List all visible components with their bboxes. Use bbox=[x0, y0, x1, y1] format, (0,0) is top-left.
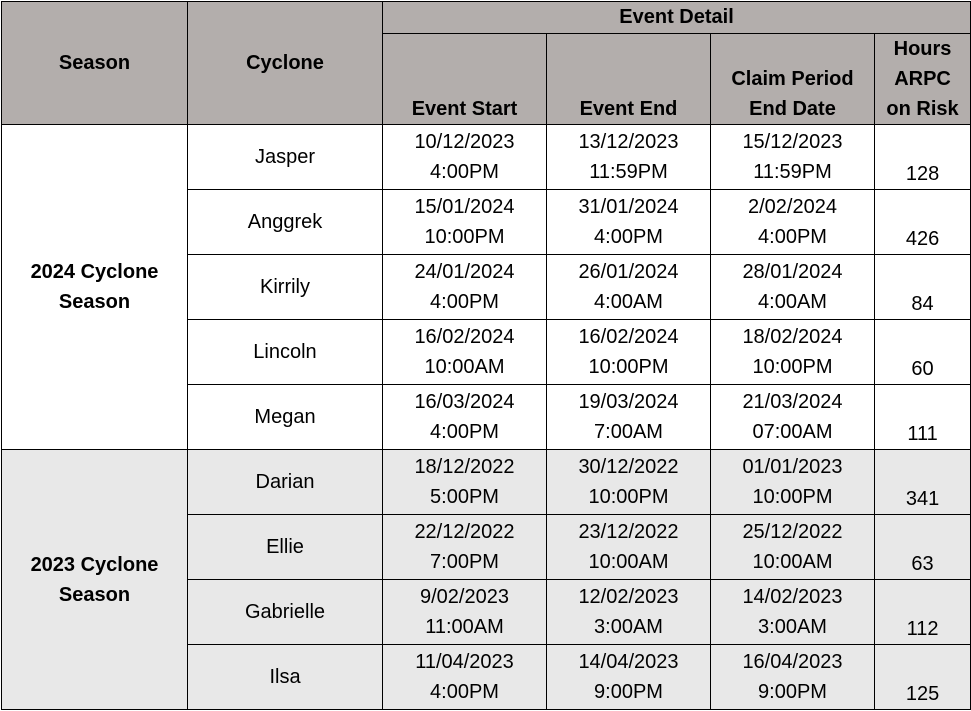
event-end-cell bbox=[547, 320, 711, 385]
claim-end-date: 16/04/2023 bbox=[742, 651, 843, 673]
event-start-time: 4:00PM bbox=[430, 681, 499, 703]
claim-end-cell bbox=[711, 125, 875, 190]
event-start-time: 11:00AM bbox=[425, 616, 504, 638]
hours-cell: 111 bbox=[875, 385, 971, 450]
claim-header-line2: End Date bbox=[749, 98, 836, 120]
event-end-date: 12/02/2023 bbox=[578, 586, 679, 608]
event-start-time: 4:00PM bbox=[430, 421, 499, 443]
season-cell-2024 bbox=[2, 125, 188, 450]
event-end-date: 31/01/2024 bbox=[578, 196, 679, 218]
event-end-cell bbox=[547, 580, 711, 645]
season-label-line1: 2023 Cyclone bbox=[30, 553, 159, 576]
claim-end-time: 11:59PM bbox=[753, 161, 832, 183]
event-start-time: 7:00PM bbox=[430, 551, 499, 573]
hours-cell: 84 bbox=[875, 255, 971, 320]
cyclone-name: Lincoln bbox=[188, 320, 383, 385]
event-start-time: 10:00PM bbox=[424, 226, 505, 248]
hours-on-risk-header bbox=[875, 34, 971, 125]
table-row bbox=[2, 450, 971, 515]
claim-end-cell bbox=[711, 645, 875, 710]
claim-end-date: 18/02/2024 bbox=[742, 326, 843, 348]
claim-end-cell bbox=[711, 385, 875, 450]
event-start-cell bbox=[383, 255, 547, 320]
cyclone-name: Gabrielle bbox=[188, 580, 383, 645]
claim-end-date: 14/02/2023 bbox=[742, 586, 843, 608]
hours-cell: 112 bbox=[875, 580, 971, 645]
event-end-time: 10:00PM bbox=[588, 486, 669, 508]
hours-cell: 128 bbox=[875, 125, 971, 190]
event-start-date: 22/12/2022 bbox=[414, 521, 515, 543]
event-start-cell bbox=[383, 450, 547, 515]
claim-end-cell bbox=[711, 255, 875, 320]
claim-end-time: 07:00AM bbox=[752, 421, 833, 443]
event-end-cell bbox=[547, 450, 711, 515]
hours-cell: 426 bbox=[875, 190, 971, 255]
event-start-time: 4:00PM bbox=[430, 161, 499, 183]
claim-end-cell bbox=[711, 515, 875, 580]
event-start-date: 15/01/2024 bbox=[414, 196, 515, 218]
event-end-time: 3:00AM bbox=[594, 616, 663, 638]
claim-end-date: 28/01/2024 bbox=[742, 261, 843, 283]
event-start-date: 10/12/2023 bbox=[414, 131, 515, 153]
hours-header-line1: Hours bbox=[893, 38, 952, 60]
event-start-time: 4:00PM bbox=[430, 291, 499, 313]
claim-end-cell bbox=[711, 450, 875, 515]
claim-end-time: 9:00PM bbox=[758, 681, 827, 703]
claim-end-cell bbox=[711, 580, 875, 645]
event-end-cell bbox=[547, 385, 711, 450]
event-start-date: 16/02/2024 bbox=[414, 326, 515, 348]
event-end-header: Event End bbox=[547, 34, 711, 125]
event-end-date: 26/01/2024 bbox=[578, 261, 679, 283]
event-start-date: 9/02/2023 bbox=[420, 586, 509, 608]
season-label-line1: 2024 Cyclone bbox=[30, 261, 159, 283]
event-start-cell bbox=[383, 385, 547, 450]
event-end-time: 7:00AM bbox=[594, 421, 663, 443]
event-end-time: 4:00AM bbox=[594, 291, 663, 313]
event-start-cell bbox=[383, 320, 547, 385]
claim-header-line1: Claim Period bbox=[731, 68, 854, 90]
event-start-cell bbox=[383, 515, 547, 580]
cyclone-name: Ellie bbox=[188, 515, 383, 580]
cyclone-name: Darian bbox=[188, 450, 383, 515]
claim-end-time: 3:00AM bbox=[758, 616, 827, 638]
event-end-time: 11:59PM bbox=[589, 161, 668, 183]
event-start-header: Event Start bbox=[383, 34, 547, 125]
event-end-date: 23/12/2022 bbox=[578, 521, 679, 543]
season-label-line2: Season bbox=[58, 583, 131, 606]
cyclone-events-table bbox=[1, 1, 971, 710]
hours-cell: 341 bbox=[875, 450, 971, 515]
cyclone-name: Kirrily bbox=[188, 255, 383, 320]
cyclone-name: Ilsa bbox=[188, 645, 383, 710]
cyclone-name: Anggrek bbox=[188, 190, 383, 255]
hours-cell: 60 bbox=[875, 320, 971, 385]
season-label-line2: Season bbox=[58, 291, 131, 313]
cyclone-name: Jasper bbox=[188, 125, 383, 190]
event-end-time: 4:00PM bbox=[594, 226, 663, 248]
claim-end-cell bbox=[711, 190, 875, 255]
claim-end-time: 10:00AM bbox=[752, 551, 833, 573]
event-start-date: 18/12/2022 bbox=[414, 456, 515, 478]
claim-end-date: 01/01/2023 bbox=[742, 456, 843, 478]
claim-end-time: 4:00AM bbox=[758, 291, 827, 313]
claim-end-date: 2/02/2024 bbox=[748, 196, 837, 218]
claim-end-cell bbox=[711, 320, 875, 385]
event-detail-header: Event Detail bbox=[383, 2, 971, 34]
claim-end-time: 10:00PM bbox=[752, 356, 833, 378]
event-end-cell bbox=[547, 125, 711, 190]
event-end-time: 9:00PM bbox=[594, 681, 663, 703]
event-start-date: 16/03/2024 bbox=[414, 391, 515, 413]
claim-period-end-header bbox=[711, 34, 875, 125]
event-end-date: 16/02/2024 bbox=[578, 326, 679, 348]
event-start-cell bbox=[383, 580, 547, 645]
hours-cell: 63 bbox=[875, 515, 971, 580]
event-start-cell bbox=[383, 125, 547, 190]
event-end-date: 13/12/2023 bbox=[578, 131, 679, 153]
season-cell-2023 bbox=[2, 450, 188, 710]
event-end-time: 10:00AM bbox=[588, 551, 669, 573]
season-header: Season bbox=[2, 2, 188, 125]
event-start-date: 24/01/2024 bbox=[414, 261, 515, 283]
event-start-cell bbox=[383, 645, 547, 710]
hours-header-line2: ARPC bbox=[894, 68, 951, 90]
cyclone-header: Cyclone bbox=[188, 2, 383, 125]
claim-end-date: 15/12/2023 bbox=[742, 131, 843, 153]
hours-cell: 125 bbox=[875, 645, 971, 710]
table-row bbox=[2, 125, 971, 190]
event-end-date: 19/03/2024 bbox=[578, 391, 679, 413]
event-end-cell bbox=[547, 190, 711, 255]
event-end-cell bbox=[547, 645, 711, 710]
event-start-date: 11/04/2023 bbox=[415, 651, 514, 673]
claim-end-date: 21/03/2024 bbox=[742, 391, 843, 413]
event-end-date: 14/04/2023 bbox=[578, 651, 679, 673]
cyclone-name: Megan bbox=[188, 385, 383, 450]
claim-end-date: 25/12/2022 bbox=[742, 521, 843, 543]
event-start-time: 10:00AM bbox=[424, 356, 505, 378]
claim-end-time: 4:00PM bbox=[758, 226, 827, 248]
event-start-cell bbox=[383, 190, 547, 255]
event-end-date: 30/12/2022 bbox=[578, 456, 679, 478]
event-end-cell bbox=[547, 515, 711, 580]
event-end-cell bbox=[547, 255, 711, 320]
hours-header-line3: on Risk bbox=[886, 98, 959, 120]
event-end-time: 10:00PM bbox=[588, 356, 669, 378]
claim-end-time: 10:00PM bbox=[752, 486, 833, 508]
event-start-time: 5:00PM bbox=[430, 486, 499, 508]
